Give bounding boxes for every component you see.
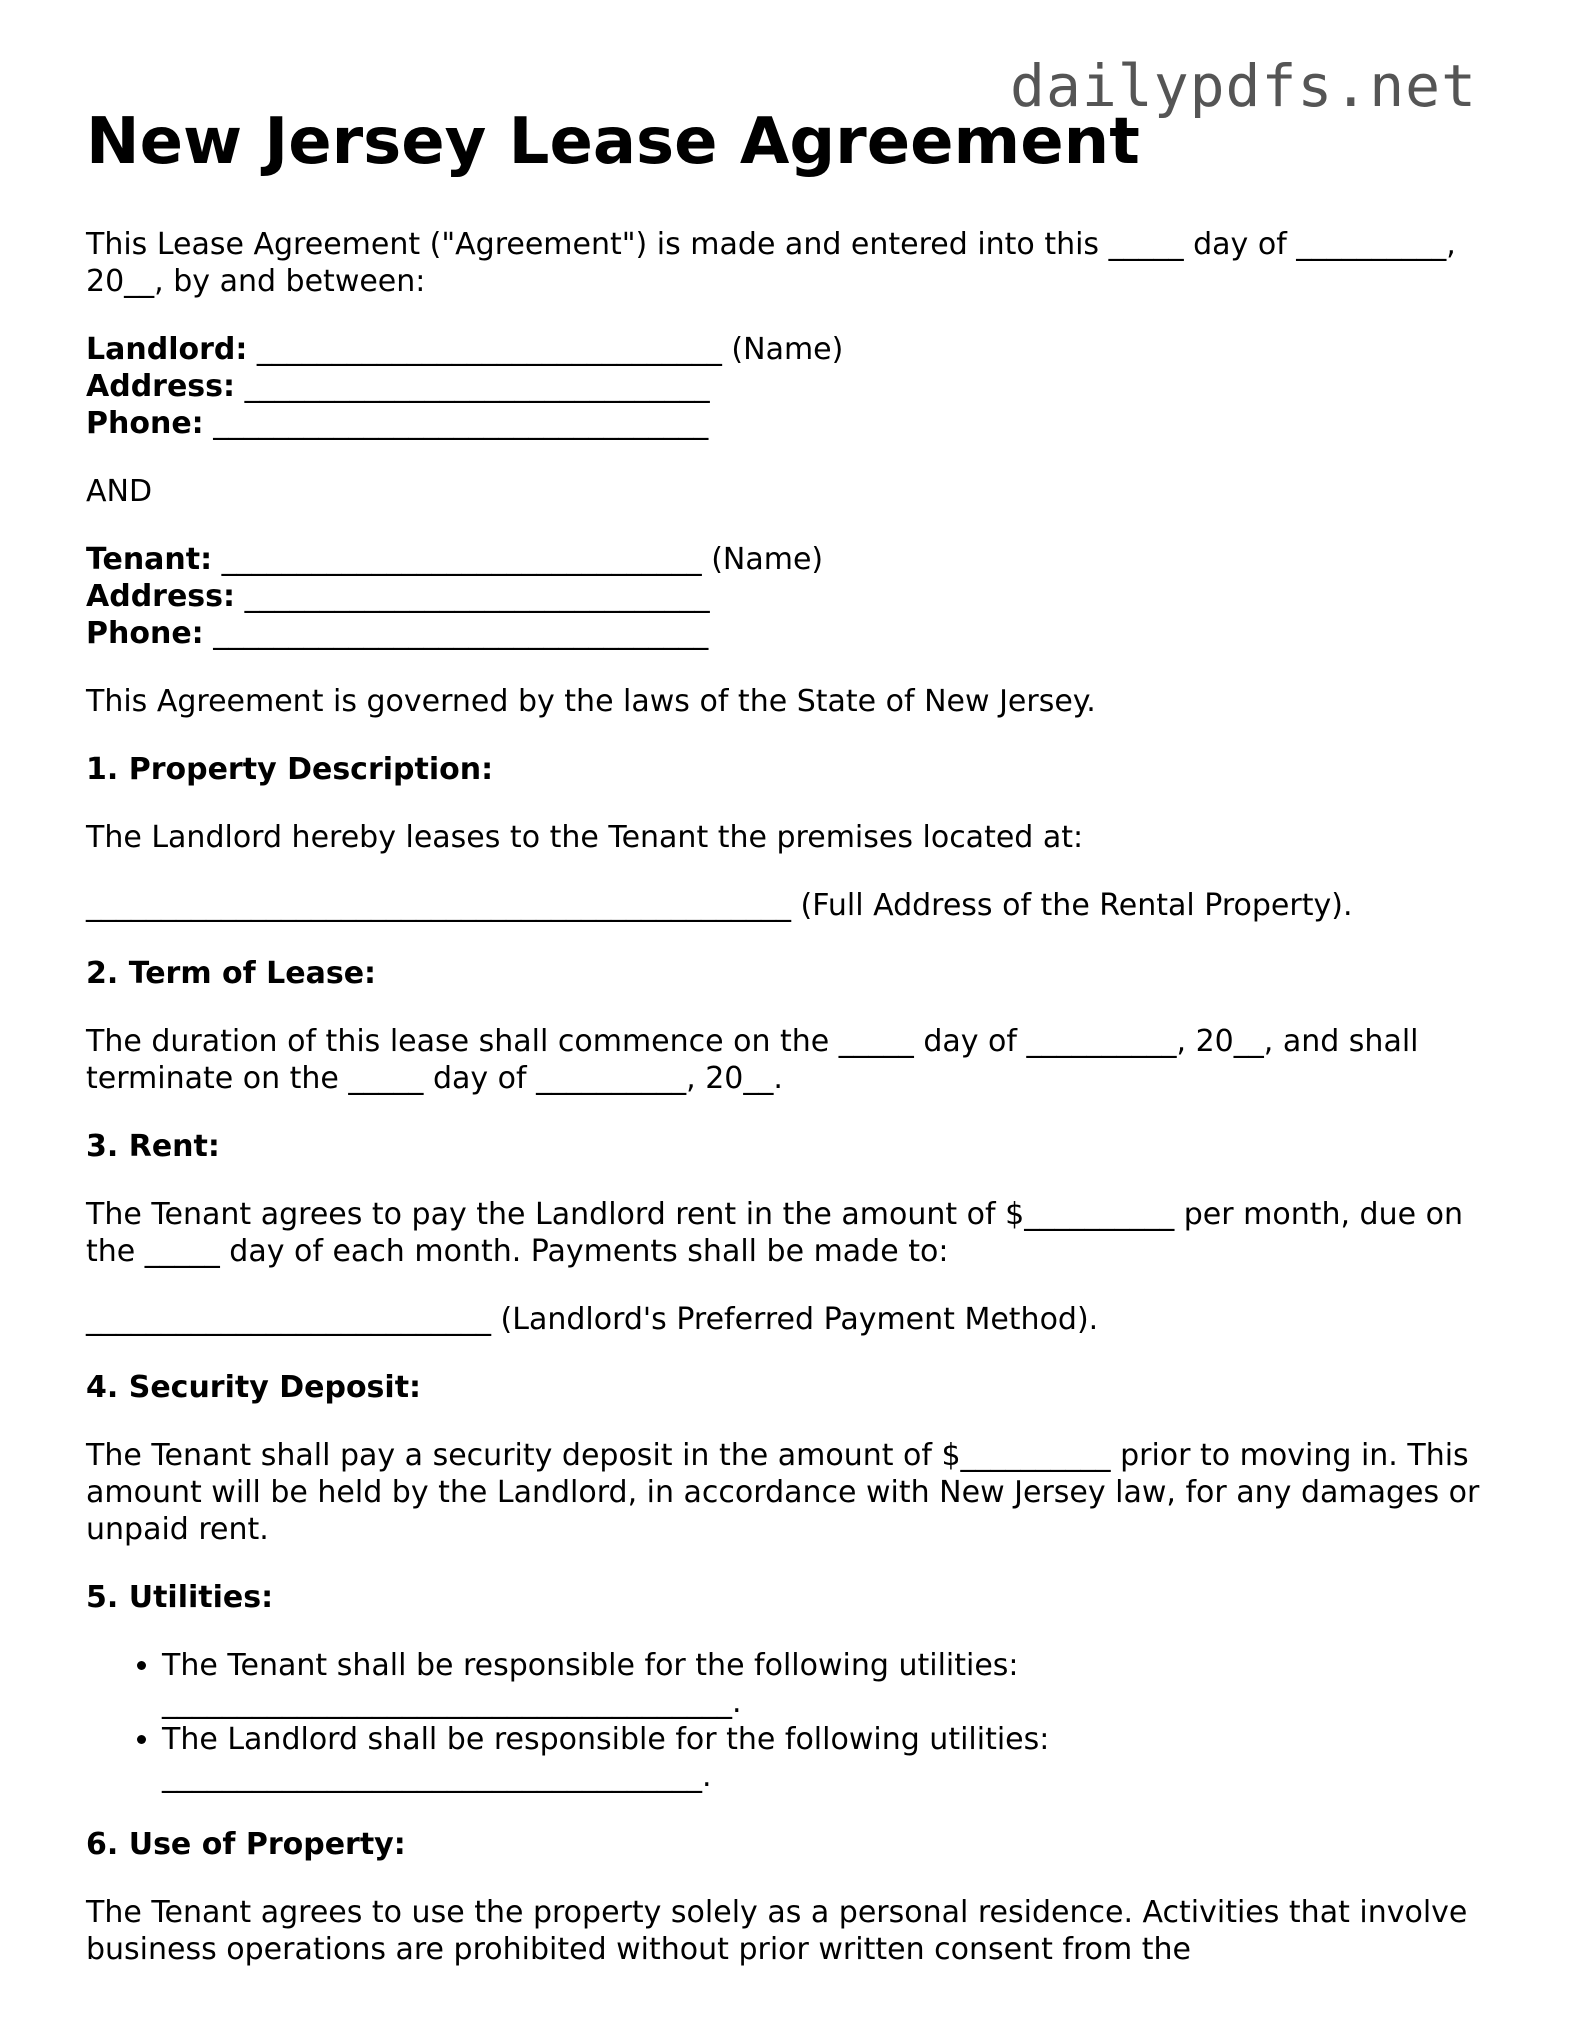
section-heading-rent: 3. Rent: bbox=[86, 1129, 220, 1164]
tenant-address-label: Address: bbox=[86, 579, 236, 614]
landlord-name-blank: _______________________________ (Name) bbox=[247, 332, 844, 367]
tenant-phone-blank: _________________________________ bbox=[203, 616, 709, 651]
tenant-name-blank: ________________________________ (Name) bbox=[212, 542, 824, 577]
landlord-address-line bbox=[86, 368, 1486, 405]
payment-method-blank: ___________________________ (Landlord's Preferred Payment Method). bbox=[86, 1302, 1099, 1337]
watermark: dailypdfs.net bbox=[1010, 52, 1477, 120]
section-heading-term: 2. Term of Lease: bbox=[86, 956, 377, 991]
section-heading-property: 1. Property Description: bbox=[86, 752, 494, 787]
use-paragraph: The Tenant agrees to use the property solely as a personal residence. Activities that involve business operations are prohibited without prior written consent from the bbox=[86, 1895, 1468, 1967]
landlord-name-label: Landlord: bbox=[86, 332, 248, 367]
document-body bbox=[86, 226, 1486, 1999]
intro-paragraph: This Lease Agreement ("Agreement") is made and entered into this _____ day of __________, 20__, by and between: bbox=[86, 227, 1456, 299]
deposit-paragraph: The Tenant shall pay a security deposit in the amount of $__________ prior to moving in. This amount will be held by the Landlord, in accordance with New Jersey law, for any damages or unpaid rent. bbox=[86, 1438, 1480, 1547]
rent-paragraph: The Tenant agrees to pay the Landlord rent in the amount of $__________ per month, due on the _____ day of each month. Payments shall be made to: bbox=[86, 1197, 1463, 1269]
section-heading-use: 6. Use of Property: bbox=[86, 1827, 406, 1862]
property-paragraph: The Landlord hereby leases to the Tenant the premises located at: bbox=[86, 820, 1084, 855]
tenant-phone-label: Phone: bbox=[86, 616, 204, 651]
section-heading-utilities: 5. Utilities: bbox=[86, 1580, 274, 1615]
utilities-list bbox=[86, 1647, 1486, 1795]
tenant-name-line bbox=[86, 541, 1486, 578]
tenant-address-line bbox=[86, 578, 1486, 615]
landlord-address-label: Address: bbox=[86, 369, 236, 404]
landlord-phone-label: Phone: bbox=[86, 406, 204, 441]
tenant-address-blank: _______________________________ bbox=[235, 579, 710, 614]
landlord-phone-blank: _________________________________ bbox=[203, 406, 709, 441]
document-title: New Jersey Lease Agreement bbox=[86, 105, 1140, 179]
property-address-blank: _______________________________________________ (Full Address of the Rental Property). bbox=[86, 888, 1353, 923]
tenant-phone-line bbox=[86, 615, 1486, 652]
tenant-block bbox=[86, 541, 1486, 652]
tenant-name-label: Tenant: bbox=[86, 542, 213, 577]
list-item: • The Landlord shall be responsible for the following utilities: ____________________________________. bbox=[162, 1721, 1486, 1795]
term-paragraph: The duration of this lease shall commence on the _____ day of __________, 20__, and shall terminate on the _____ day of __________, 20__. bbox=[86, 1024, 1419, 1096]
landlord-block bbox=[86, 331, 1486, 442]
section-heading-deposit: 4. Security Deposit: bbox=[86, 1370, 422, 1405]
landlord-address-blank: _______________________________ bbox=[235, 369, 710, 404]
governing-law-paragraph: This Agreement is governed by the laws of the State of New Jersey. bbox=[86, 684, 1096, 719]
landlord-phone-line bbox=[86, 405, 1486, 442]
and-separator: AND bbox=[86, 474, 153, 509]
list-item: • The Tenant shall be responsible for the following utilities: ______________________________________. bbox=[162, 1647, 1486, 1721]
landlord-name-line bbox=[86, 331, 1486, 368]
